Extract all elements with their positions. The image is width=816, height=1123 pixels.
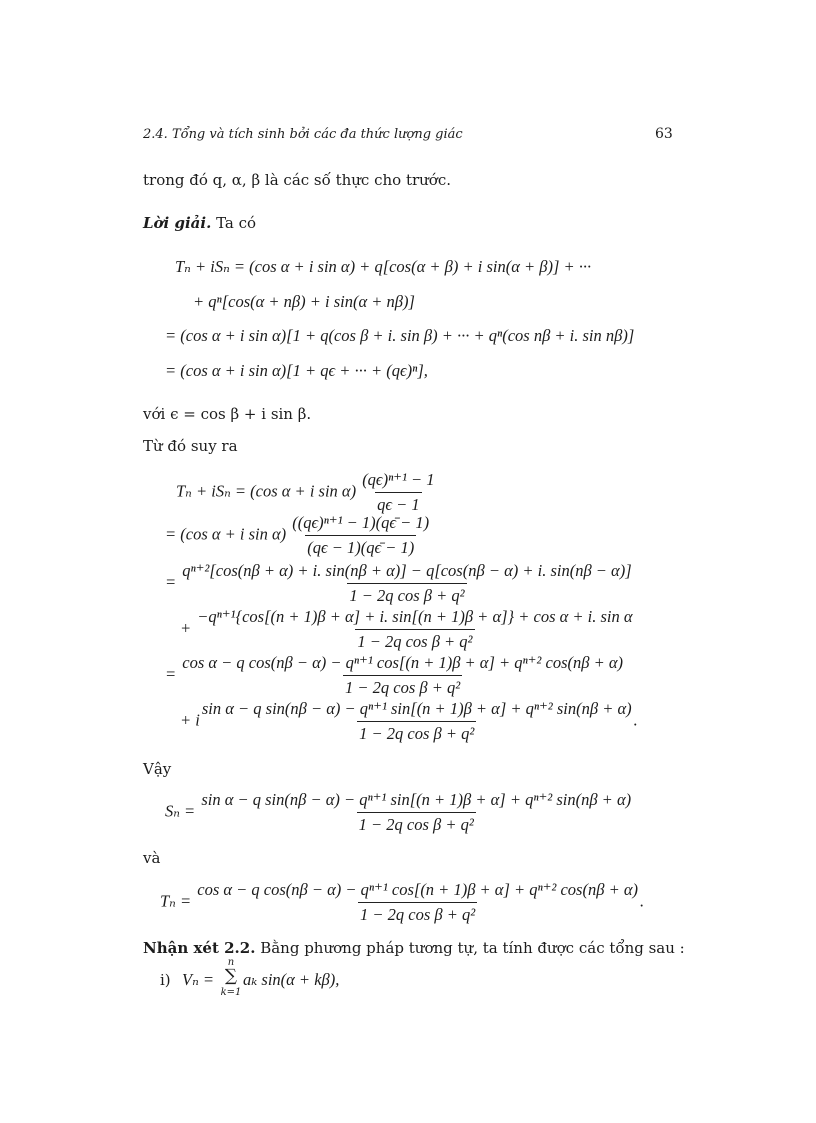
eq2-row6-numerator: sin α − q sin(nβ − α) − qⁿ⁺¹ sin[(n + 1)β + α] + qⁿ⁺² sin(nβ + α) [201, 699, 632, 718]
eq2-row4-numerator: −qⁿ⁺¹{cos[(n + 1)β + α] + i. sin[(n + 1)β + α]} + cos α + i. sin α [197, 607, 633, 626]
eq2-row5-denominator: 1 − 2q cos β + q² [343, 675, 462, 698]
eq1-line4: = (cos α + i sin α)[1 + qϵ + ··· + (qϵ)ⁿ], [165, 361, 428, 380]
eq2-row1-numerator: (qϵ)ⁿ⁺¹ − 1 [362, 470, 435, 489]
eq-t-numerator: cos α − q cos(nβ − α) − qⁿ⁺¹ cos[(n + 1)β + α] + qⁿ⁺² cos(nβ + α) [197, 880, 638, 899]
eq2-row2-denominator: (qϵ − 1)(qϵ̄ − 1) [305, 535, 416, 558]
eq2-row5-numerator: cos α − q cos(nβ − α) − qⁿ⁺¹ cos[(n + 1)β + α] + qⁿ⁺² cos(nβ + α) [182, 653, 623, 672]
eq2-row1: Tₙ + iSₙ = (cos α + i sin α) $\frac{\text{(qϵ)ⁿ⁺¹ − 1}}{q\epsilon - 1}$ [176, 470, 435, 514]
therefore-text: Từ đó suy ra [143, 437, 238, 455]
eq2-row6-denominator: 1 − 2q cos β + q² [357, 721, 476, 744]
page-number: 63 [655, 126, 673, 142]
eq1-line1: Tₙ + iSₙ = (cos α + i sin α) + q[cos(α + β) + i sin(α + β)] + ··· [175, 257, 592, 276]
eq2-row3: = qⁿ⁺²[cos(nβ + α) + i. sin(nβ + α)] − q[cos(nβ − α) + i. sin(nβ − α)] 1 − 2q cos β + q² [165, 561, 632, 605]
intro-text: trong đó q, α, β là các số thực cho trước. [143, 171, 452, 189]
eq2-row4: + −qⁿ⁺¹{cos[(n + 1)β + α] + i. sin[(n + 1)β + α]} + cos α + i. sin α 1 − 2q cos β + q² [180, 607, 633, 651]
and-text: và [143, 849, 161, 867]
eq-t-denominator: 1 − 2q cos β + q² [358, 902, 477, 925]
eq-s-lhs: Sₙ = [165, 801, 196, 821]
item-i-lhs: Vₙ = [182, 970, 215, 989]
eq2-row2: = (cos α + i sin α) $\frac{\text{((qϵ)ⁿ⁺¹ − 1)(qϵ̄ − 1)}}{(q\epsilon - 1)(q\epsilon̄ - 1)}$ [165, 513, 430, 557]
eq1-line2: + qⁿ[cos(α + nβ) + i sin(α + nβ)] [193, 292, 415, 311]
eq2-row5: = cos α − q cos(nβ − α) − qⁿ⁺¹ cos[(n + 1)β + α] + qⁿ⁺² cos(nβ + α) 1 − 2q cos β + q² [165, 653, 623, 697]
conclusion-text: Vậy [143, 760, 172, 778]
eq2-row4-denominator: 1 − 2q cos β + q² [355, 629, 474, 652]
remark-label: Nhận xét 2.2. [143, 939, 256, 957]
sum-symbol: n ∑ k=1 [220, 957, 242, 998]
eq2-row2-numerator: ((qϵ)ⁿ⁺¹ − 1)(qϵ̄ − 1) [292, 513, 430, 532]
eq-s-denominator: 1 − 2q cos β + q² [357, 812, 476, 835]
eq-s-numerator: sin α − q sin(nβ − α) − qⁿ⁺¹ sin[(n + 1)β + α] + qⁿ⁺² sin(nβ + α) [201, 790, 632, 809]
remark-line [143, 939, 685, 957]
eq-t: Tₙ = cos α − q cos(nβ − α) − qⁿ⁺¹ cos[(n + 1)β + α] + qⁿ⁺² cos(nβ + α) 1 − 2q cos β + q² . [160, 880, 645, 924]
remark-text: Bằng phương pháp tương tự, ta tính được các tổng sau : [260, 939, 685, 957]
eq2-row1-denominator: qϵ − 1 [375, 492, 422, 515]
eq-s [165, 790, 633, 835]
solution-text: Ta có [216, 214, 257, 232]
epsilon-definition: với ϵ = cos β + i sin β. [143, 405, 312, 423]
eq-t-lhs: Tₙ = [160, 891, 192, 911]
solution-label: Lời giải. [143, 214, 212, 232]
eq2-row3-denominator: 1 − 2q cos β + q² [347, 583, 466, 606]
running-header: 2.4. Tổng và tích sinh bởi các đa thức lượng giác [143, 127, 463, 142]
eq2-row3-numerator: qⁿ⁺²[cos(nβ + α) + i. sin(nβ + α)] − q[cos(nβ − α) + i. sin(nβ − α)] [182, 561, 632, 580]
item-i-rhs: aₖ sin(α + kβ), [243, 970, 340, 989]
solution-line [143, 214, 256, 232]
item-i-marker: i) [160, 971, 171, 989]
eq1-line3: = (cos α + i sin α)[1 + q(cos β + i. sin β) + ··· + qⁿ(cos nβ + i. sin nβ)] [165, 326, 635, 345]
eq2-row6: + i sin α − q sin(nβ − α) − qⁿ⁺¹ sin[(n + 1)β + α] + qⁿ⁺² sin(nβ + α) 1 − 2q cos β + q² . [180, 699, 638, 743]
